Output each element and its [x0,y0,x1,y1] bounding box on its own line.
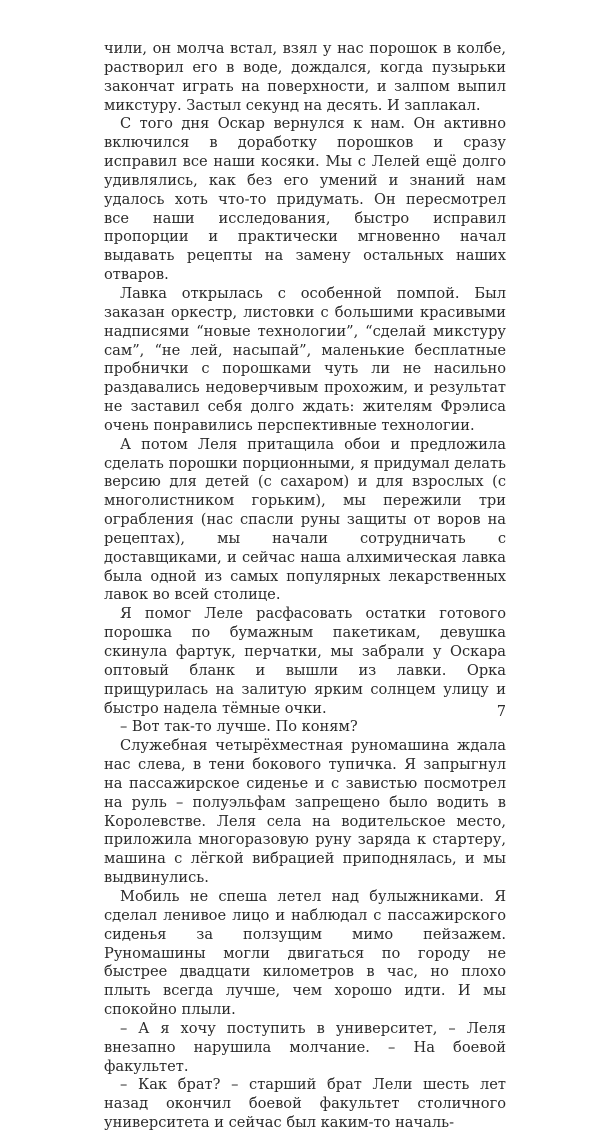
paragraph-1: чили, он молча встал, взял у нас порошок в колбе, растворил его в воде, дождался, когда пузырьки закончат играть на поверхности, и залпом выпил микстуру. Застыл секунд на десять. И заплакал. [104,40,506,114]
paragraph-2: С того дня Оскар вернулся к нам. Он активно включился в доработку порошков и сразу исправил все наши косяки. Мы с Лелей ещё долго удивлялись, как без его умений и знаний нам удалось хоть что-то придумать. Он пересмотрел все наши исследования, быстро исправил пропорции и практически мгновенно начал выдавать рецепты на замену остальных наших отваров. [104,115,506,284]
paragraph-6-dialogue: – Вот так-то лучше. По коням? [120,718,358,736]
paragraph-10-dialogue: – Как брат? – старший брат Лели шесть лет назад окончил боевой факультет столичного университета и сейчас был каким-то началь- [104,1076,506,1132]
paragraph-4: А потом Леля притащила обои и предложила сделать порошки порционными, я придумал делать версию для детей (с сахаром) и для взрослых (с многолистником горьким), мы пережили три ограбления (нас спасли руны защиты от воров на рецептах), мы начали сотрудничать с доставщиками, и сейчас наша алхимическая лавка была одной из самых популярных лекарственных лавок во всей столице. [104,435,506,604]
paragraph-3: Лавка открылась с особенной помпой. Был заказан оркестр, листовки с большими красивыми надписями “новые технологии”, “сделай микстуру сам”, “не лей, насыпай”, маленькие бесплатные пробнички с порошками чуть ли не насильно раздавались недоверчивым прохожим, и результат не заставил себя долго ждать: жителям Фрэлиса очень понравились перспективные технологии. [104,284,506,434]
book-page-text [104,40,506,1133]
paragraph-9-dialogue: – А я хочу поступить в университет, – Леля внезапно нарушила молчание. – На боевой факультет. [104,1019,506,1075]
paragraph-8: Мобиль не спеша летел над булыжниками. Я сделал ленивое лицо и наблюдал с пассажирского сиденья за ползущим мимо пейзажем. Руномашины могли двигаться по городу не быстрее двадцати километров в час, но плохо плыть всегда лучше, чем хорошо идти. И мы спокойно плыли. [104,887,506,1019]
paragraph-7: Служебная четырёхместная руномашина ждала нас слева, в тени бокового тупичка. Я запрыгнул на пассажирское сиденье и с завистью посмотрел на руль – полуэльфам запрещено было водить в Королевстве. Леля села на водительское место, приложила многоразовую руну заряда к стартеру, машина с лёгкой вибрацией приподнялась, и мы выдвинулись. [104,737,506,887]
paragraph-5: Я помог Леле расфасовать остатки готового порошка по бумажным пакетикам, девушка скинула фартук, перчатки, мы забрали у Оскара оптовый бланк и вышли из лавки. Орка прищурилась на залитую ярким солнцем улицу и быстро надела тёмные очки. [104,605,506,717]
page-number: 7 [496,703,506,720]
